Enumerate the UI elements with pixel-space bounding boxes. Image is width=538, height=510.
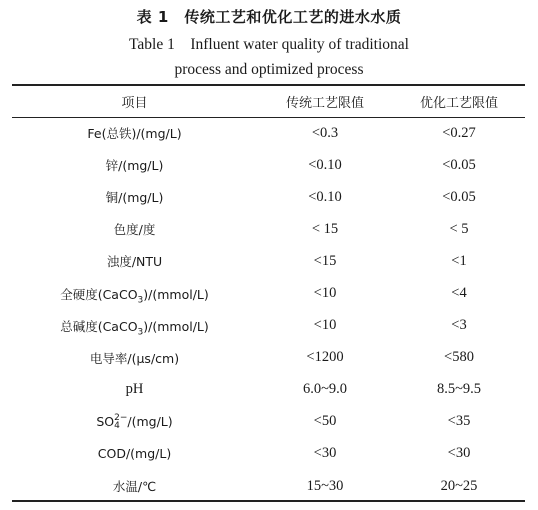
row-optimized: < 5 [449,220,469,237]
header-traditional-limit: 传统工艺限值 [285,95,364,111]
row-optimized: <1 [451,252,467,269]
row-traditional: <10 [313,317,337,334]
table-row [12,470,525,502]
row-item: 铜/(mg/L) [105,190,164,206]
row-optimized: <35 [447,413,471,430]
row-optimized: <4 [451,285,467,302]
row-optimized: <580 [444,349,474,366]
item-text: )/(mmol/L) [143,286,209,302]
row-optimized: <0.05 [442,188,476,205]
header-item: 项目 [121,95,148,111]
table-caption-english-line2: process and optimized process [174,61,364,78]
row-traditional: <0.10 [308,188,342,205]
table-row [12,277,525,309]
influent-quality-table [12,85,525,502]
item-text: 总碱度(CaCO [60,318,138,334]
item-subscript: 3 [137,295,144,306]
row-optimized: <30 [447,445,471,462]
item-text: /(mg/L) [127,413,173,429]
item-text: )/(mmol/L) [143,318,209,334]
row-item: pH [125,381,144,398]
row-traditional: <50 [313,413,337,430]
row-item: 锌/(mg/L) [105,158,164,174]
row-optimized: 20~25 [440,477,478,494]
row-traditional: <0.10 [308,156,342,173]
table-row [12,245,525,277]
table-row [12,438,525,470]
table-row [12,406,525,438]
table-row [12,374,525,406]
row-traditional: < 15 [311,220,339,237]
row-item [12,406,257,438]
row-item: 色度/度 [113,222,156,238]
table-caption-english-line1: Table 1 Influent water quality of traditional [129,36,409,53]
row-item: 水温/℃ [112,479,157,495]
row-item [12,277,257,309]
row-traditional: 15~30 [306,477,344,494]
row-optimized: <0.05 [442,156,476,173]
row-item: Fe(总铁)/(mg/L) [87,126,182,142]
row-traditional: <30 [313,445,337,462]
table-row [12,310,525,342]
row-traditional: <15 [313,252,337,269]
item-text: SO [96,413,115,429]
row-item: COD/(mg/L) [97,446,172,462]
row-item [12,310,257,342]
row-traditional: 6.0~9.0 [302,381,348,398]
row-optimized: <0.27 [442,124,476,141]
row-traditional: <0.3 [311,124,339,141]
header-optimized-limit: 优化工艺限值 [419,95,498,111]
table-header-row [12,85,525,117]
item-superscript: 2− [114,413,128,424]
item-charge-stack [114,414,127,430]
table-row [12,213,525,245]
item-subscript: 4 [114,421,120,432]
table-row [12,181,525,213]
item-subscript: 3 [137,327,144,338]
row-optimized: <3 [451,317,467,334]
row-optimized: 8.5~9.5 [436,381,482,398]
table-row [12,117,525,149]
table-row [12,342,525,374]
item-text: 全硬度(CaCO [60,286,138,302]
row-item: 电导率/(μs/cm) [89,350,180,366]
row-traditional: <1200 [306,349,344,366]
row-item: 浊度/NTU [106,254,163,270]
row-traditional: <10 [313,285,337,302]
table-row [12,149,525,181]
table-caption-chinese: 表 1 传统工艺和优化工艺的进水水质 [136,8,402,26]
